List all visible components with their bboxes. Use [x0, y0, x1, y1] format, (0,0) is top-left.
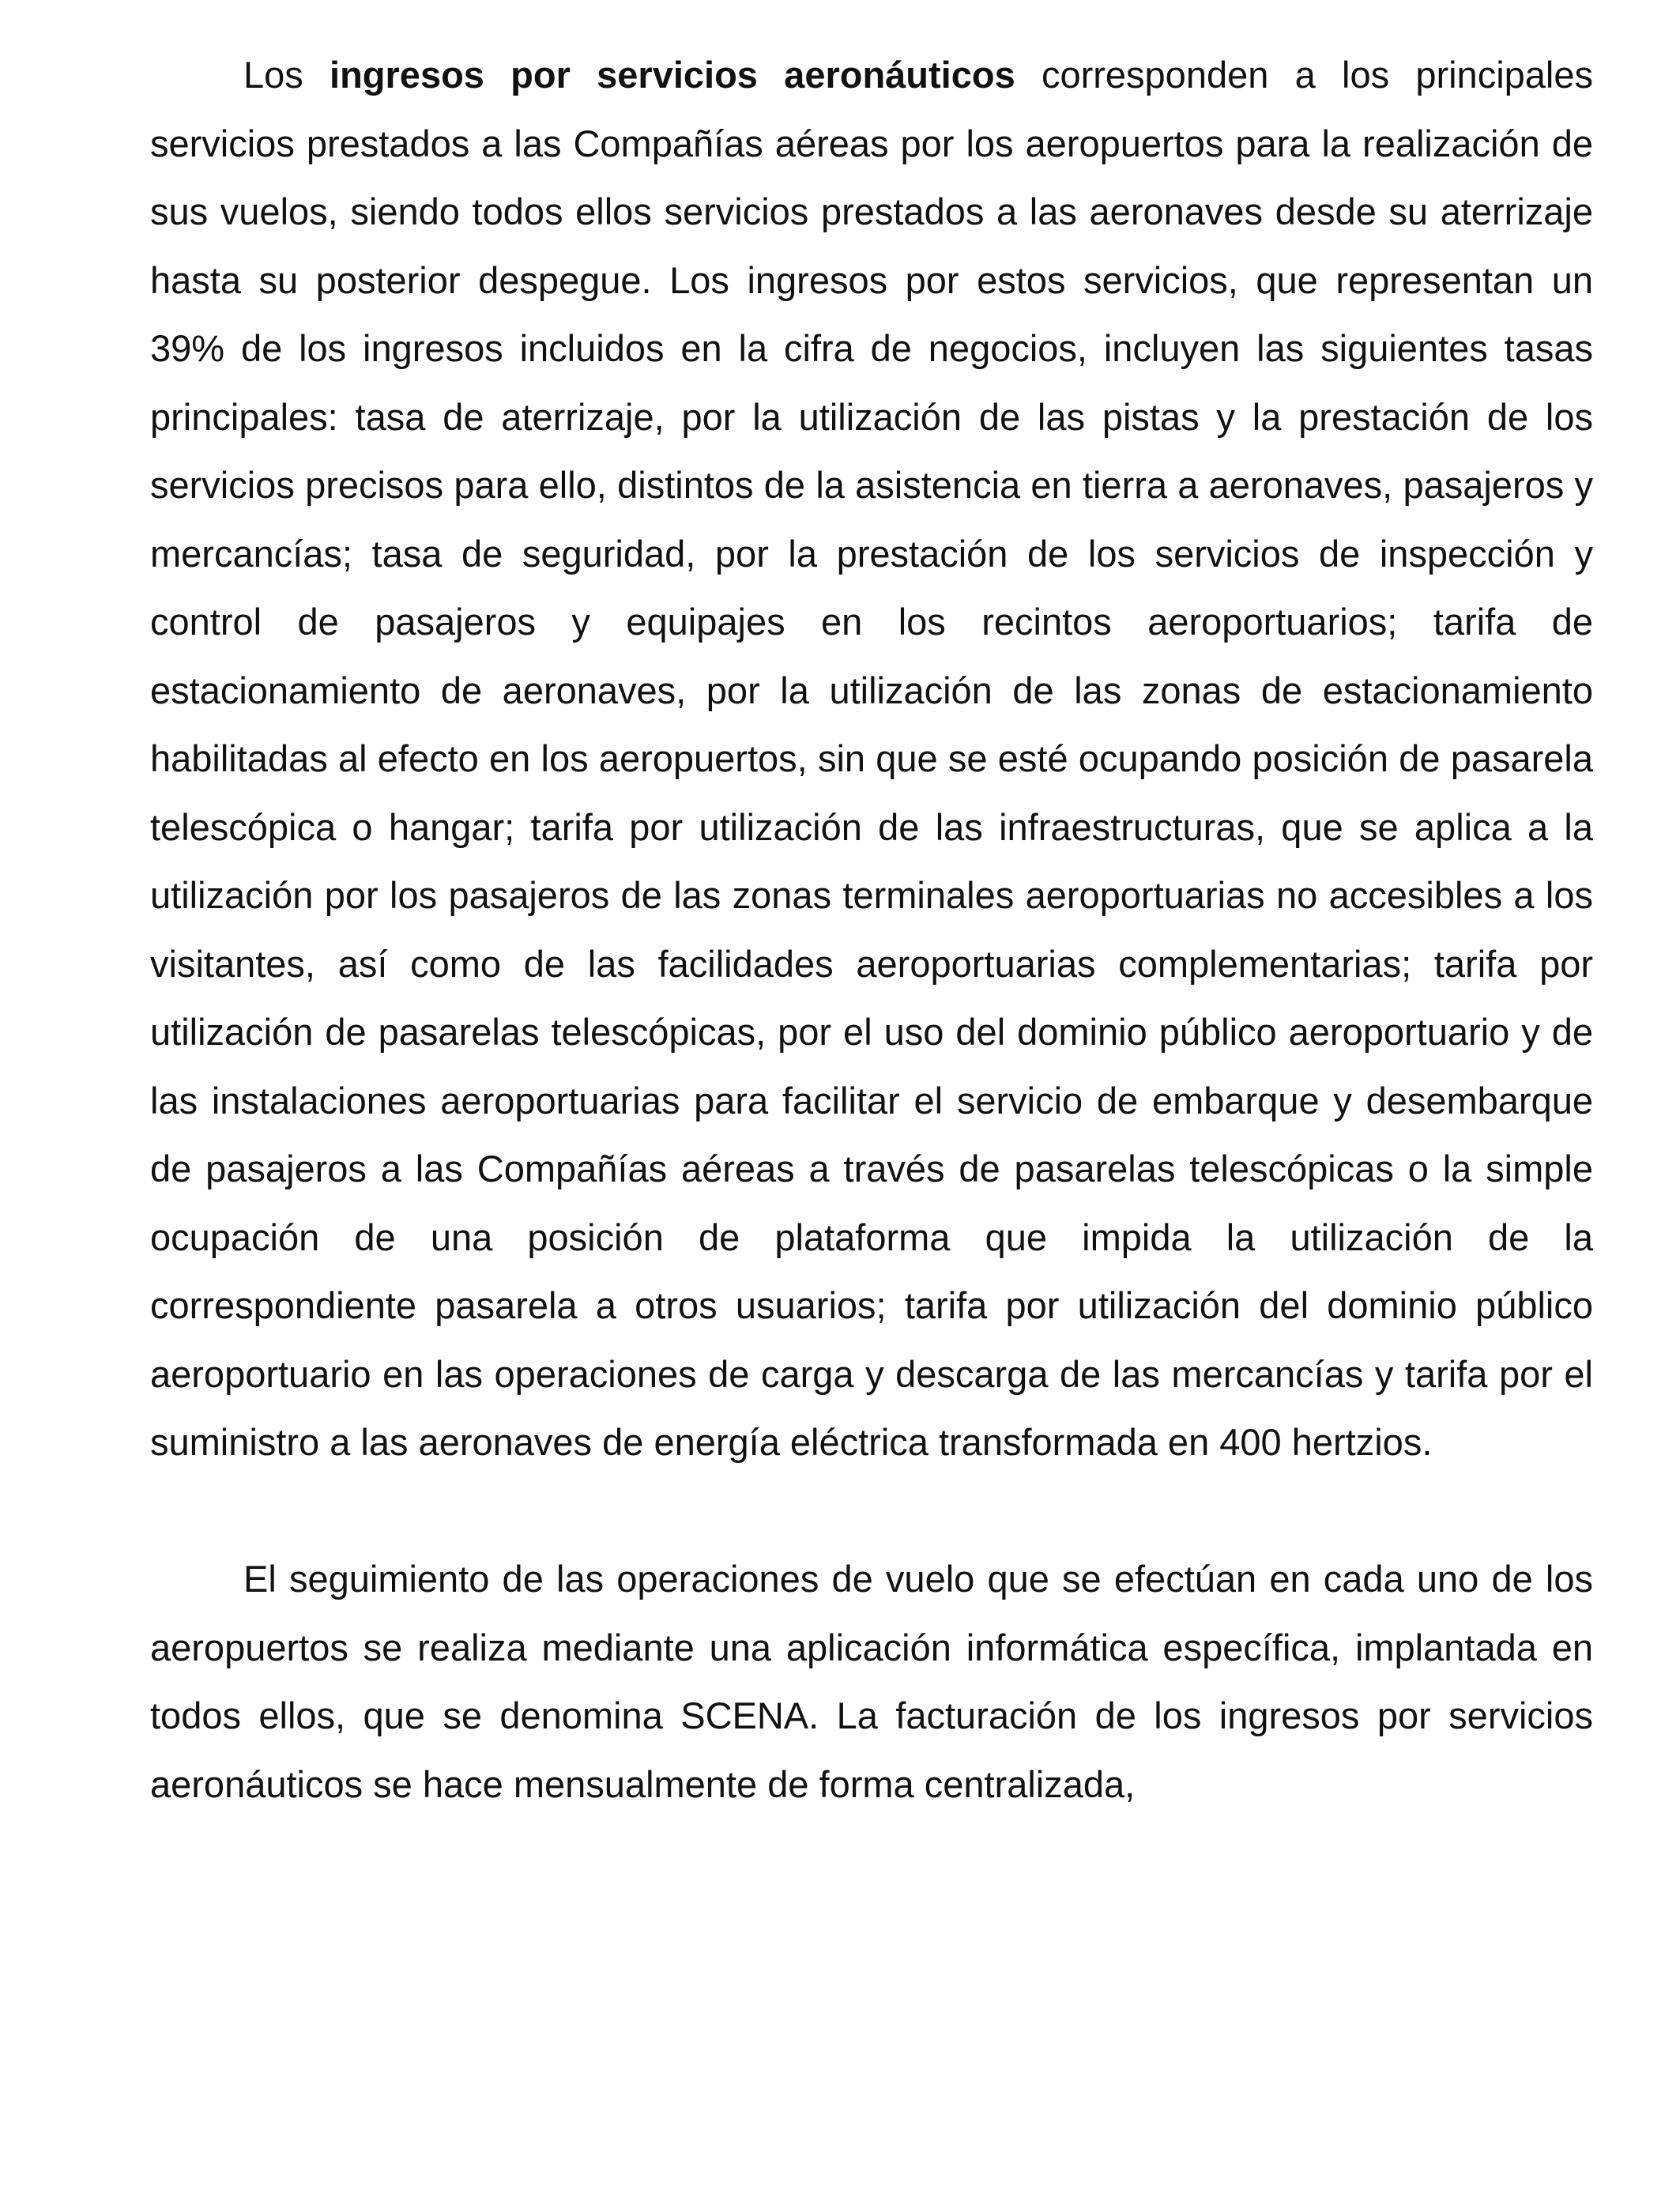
paragraph-lead: Los	[243, 54, 330, 96]
bold-term: ingresos por servicios aeronáuticos	[330, 54, 1015, 96]
document-page	[150, 41, 1593, 1819]
paragraph-body: corresponden a los principales servicios prestados a las Compañías aéreas por los aeropuertos para la realización de sus vuelos, siendo todos ellos servicios prestados a las aeronaves desde su aterrizaje hasta su posterior despegue. Los ingresos por estos servicios, que representan un 39% de los ingresos incluidos en la cifra de negocios, incluyen las siguientes tasas principales: tasa de aterrizaje, por la utilización de las pistas y la prestación de los servicios precisos para ello, distintos de la asistencia en tierra a aeronaves, pasajeros y mercancías; tasa de seguridad, por la prestación de los servicios de inspección y control de pasajeros y equipajes en los recintos aeroportuarios; tarifa de estacionamiento de aeronaves, por la utilización de las zonas de estacionamiento habilitadas al efecto en los aeropuertos, sin que se esté ocupando posición de pasarela telescópica o hangar; tarifa por utilización de las infraestructuras, que se aplica a la utilización por los pasajeros de las zonas terminales aeroportuarias no accesibles a los visitantes, así como de las facilidades aeroportuarias complementarias; tarifa por utilización de pasarelas telescópicas, por el uso del dominio público aeroportuario y de las instalaciones aeroportuarias para facilitar el servicio de embarque y desembarque de pasajeros a las Compañías aéreas a través de pasarelas telescópicas o la simple ocupación de una posición de plataforma que impida la utilización de la correspondiente pasarela a otros usuarios; tarifa por utilización del dominio público aeroportuario en las operaciones de carga y descarga de las mercancías y tarifa por el suministro a las aeronaves de energía eléctrica transformada en 400 hertzios.	[150, 54, 1594, 1463]
paragraph-body: El seguimiento de las operaciones de vuelo que se efectúan en cada uno de los aeropuertos se realiza mediante una aplicación informática específica, implantada en todos ellos, que se denomina SCENA. La facturación de los ingresos por servicios aeronáuticos se hace mensualmente de forma centralizada,	[150, 1558, 1593, 1805]
paragraph-flight-tracking	[150, 1545, 1593, 1819]
paragraph-aeronautical-revenue	[150, 41, 1593, 1477]
